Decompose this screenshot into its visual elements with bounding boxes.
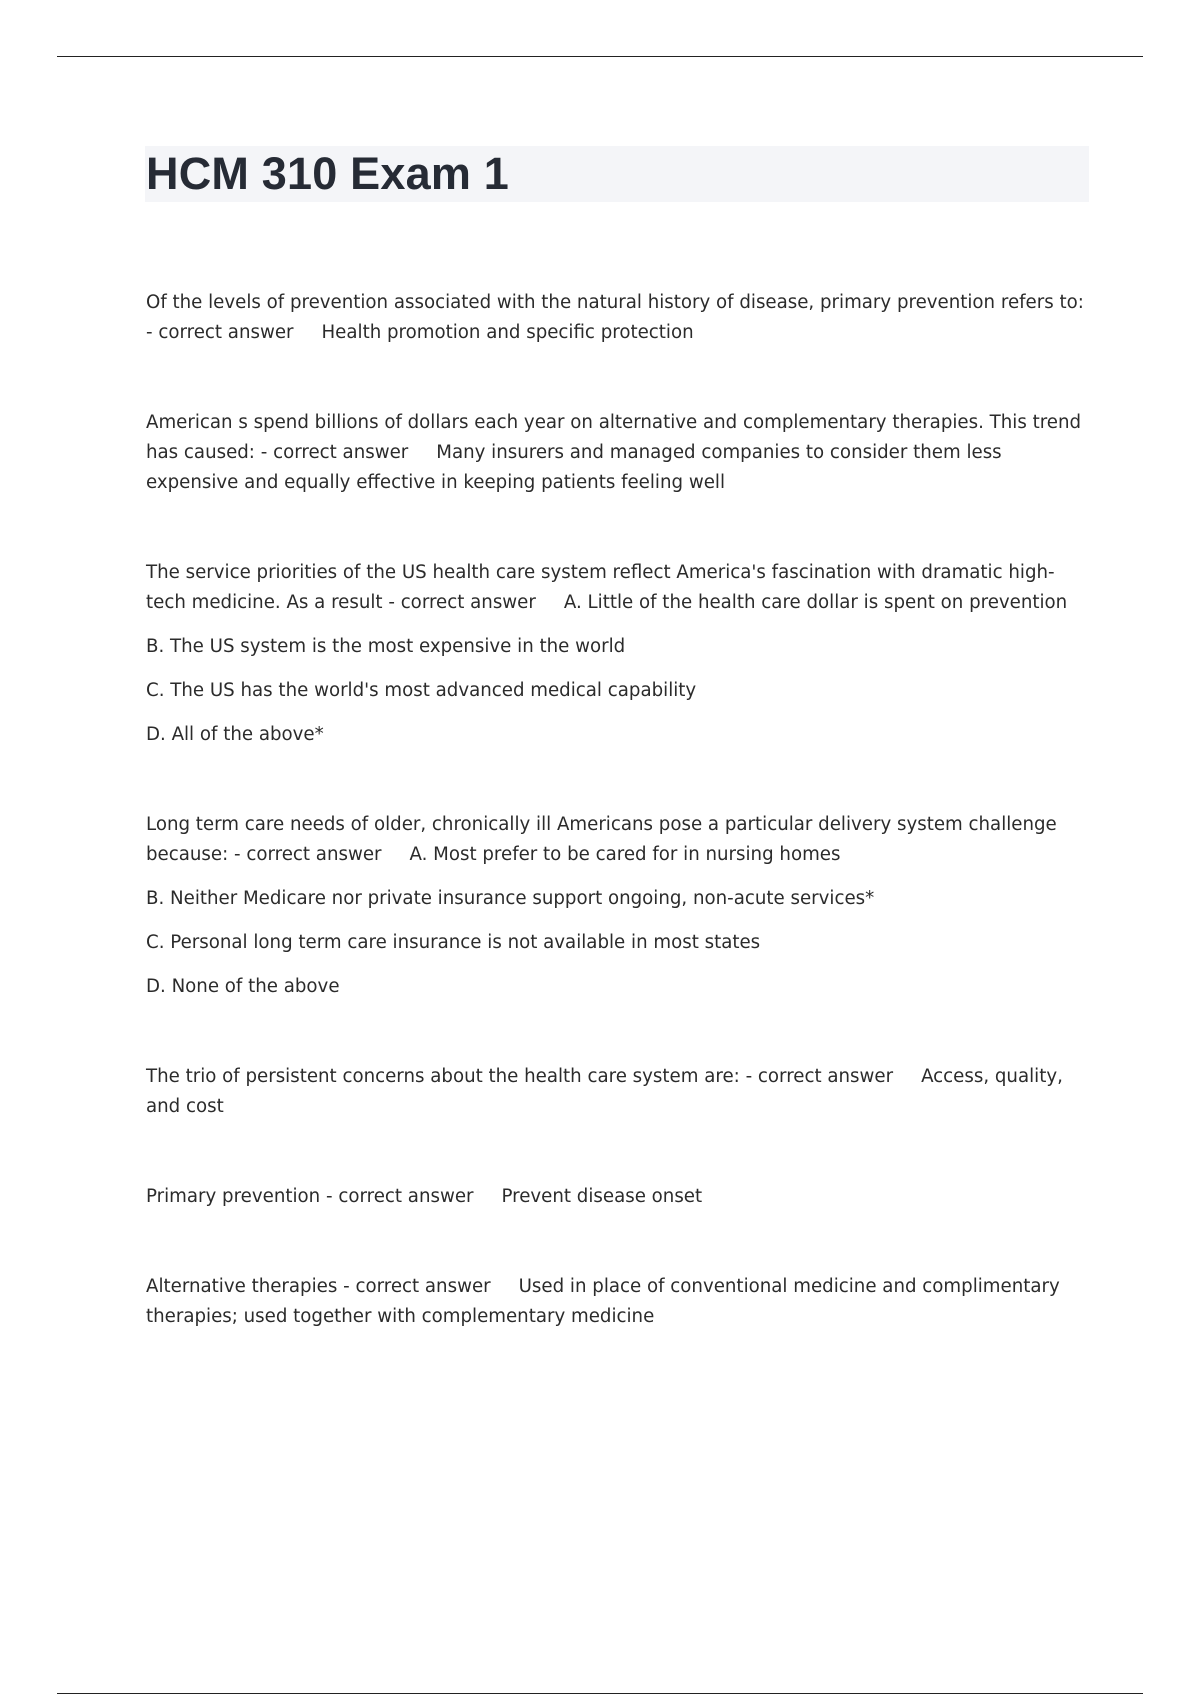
answer-text: Health promotion and specific protection	[321, 322, 694, 343]
correct-answer-label: - correct answer	[326, 1186, 474, 1207]
qa-text	[146, 408, 1092, 498]
answer-text: Used in place of conventional medicine and complimentary therapies; used together with complementary medicine	[146, 1276, 1060, 1327]
qa-item	[146, 1272, 1092, 1332]
qa-text	[146, 810, 1092, 870]
qa-item	[146, 558, 1092, 750]
answer-text: Access, quality, and cost	[146, 1066, 1063, 1117]
top-rule	[57, 56, 1143, 57]
answer-option: C. The US has the world's most advanced medical capability	[146, 680, 697, 701]
answer-text: A. Most prefer to be cared for in nursing homes	[409, 844, 841, 865]
answer-option: C. Personal long term care insurance is not available in most states	[146, 932, 761, 953]
question-text: Long term care needs of older, chronically ill Americans pose a particular delivery system challenge because:	[146, 814, 1057, 865]
question-text: Of the levels of prevention associated with the natural history of disease, primary prevention refers to:	[146, 292, 1084, 313]
qa-text	[146, 1062, 1092, 1122]
correct-answer-label: - correct answer	[234, 844, 382, 865]
question-text: The trio of persistent concerns about the health care system are:	[146, 1066, 740, 1087]
question-text: Alternative therapies	[146, 1276, 338, 1297]
answer-option: B. Neither Medicare nor private insurance support ongoing, non-acute services*	[146, 888, 875, 909]
answer-text: Many insurers and managed companies to consider them less expensive and equally effective in keeping patients feeling well	[146, 442, 1002, 493]
qa-text	[146, 288, 1092, 348]
correct-answer-label: - correct answer	[343, 1276, 491, 1297]
qa-item	[146, 810, 1092, 1002]
answer-text: Prevent disease onset	[501, 1186, 703, 1207]
correct-answer-label: - correct answer	[388, 592, 536, 613]
correct-answer-label: - correct answer	[745, 1066, 894, 1087]
question-text: Primary prevention	[146, 1186, 321, 1207]
qa-item	[146, 1182, 1092, 1212]
answer-option: D. None of the above	[146, 976, 340, 997]
question-text: The service priorities of the US health care system reflect America's fascination with dramatic high-tech medicine. As a result	[146, 562, 1055, 613]
bottom-rule	[57, 1693, 1143, 1694]
question-list	[146, 288, 1092, 1332]
answer-option: D. All of the above*	[146, 724, 324, 745]
question-text: American s spend billions of dollars each year on alternative and complementary therapies. This trend has caused:	[146, 412, 1082, 463]
page-title: HCM 310 Exam 1	[146, 148, 509, 199]
qa-text	[146, 558, 1092, 618]
answer-option: B. The US system is the most expensive in the world	[146, 636, 626, 657]
qa-text	[146, 1272, 1092, 1332]
correct-answer-label: - correct answer	[260, 442, 409, 463]
qa-item	[146, 408, 1092, 498]
correct-answer-label: - correct answer	[146, 322, 294, 343]
qa-item	[146, 1062, 1092, 1122]
qa-item	[146, 288, 1092, 348]
qa-text	[146, 1182, 1092, 1212]
answer-text: A. Little of the health care dollar is spent on prevention	[563, 592, 1068, 613]
